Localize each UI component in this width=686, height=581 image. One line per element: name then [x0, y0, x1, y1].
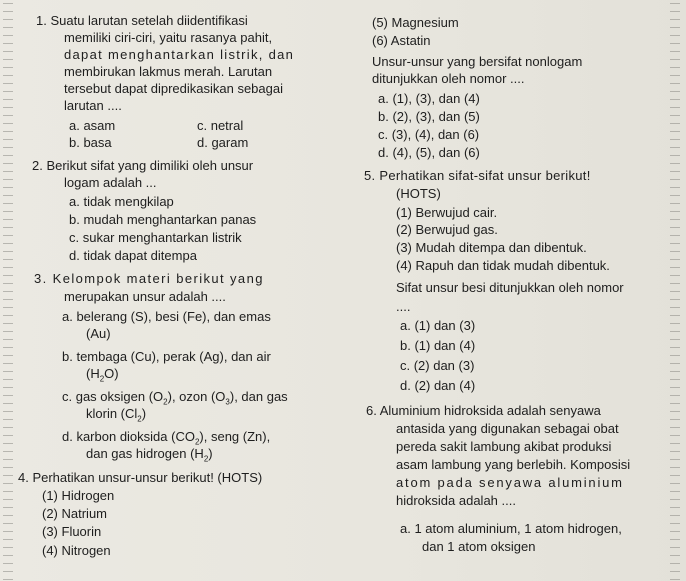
q6-option-a-line-1[interactable]: a. 1 atom aluminium, 1 atom hidrogen, [400, 521, 622, 536]
q1-stem-line-2: memiliki ciri-ciri, yaitu rasanya pahit, [64, 30, 273, 45]
q2-option-b[interactable]: b. mudah menghantarkan panas [69, 212, 257, 227]
q5-stem-line-1: 5. Perhatikan sifat-sifat unsur berikut! [364, 168, 591, 183]
q5-question-line-1: Sifat unsur besi ditunjukkan oleh nomor [396, 280, 624, 295]
q3-option-b-line-1[interactable]: b. tembaga (Cu), perak (Ag), dan air [62, 349, 271, 364]
q4-question-line-2: ditunjukkan oleh nomor .... [372, 71, 525, 86]
q4-item-5: (5) Magnesium [372, 15, 459, 30]
q2-option-a[interactable]: a. tidak mengkilap [69, 194, 174, 209]
q5-stem-line-2: (HOTS) [396, 186, 441, 201]
q6-stem-line-3: pereda sakit lambung akibat produksi [396, 439, 612, 454]
q3-stem-line-1: 3. Kelompok materi berikut yang [34, 271, 264, 286]
q1-stem-line-5: tersebut dapat dipredikasikan sebagai [64, 81, 283, 96]
q6-stem-line-5: atom pada senyawa aluminium [396, 475, 624, 490]
q3-option-a-line-2: (Au) [86, 326, 111, 341]
q2-option-c[interactable]: c. sukar menghantarkan listrik [69, 230, 242, 245]
q1-option-a[interactable]: a. asam [69, 118, 116, 133]
q4-stem: 4. Perhatikan unsur-unsur berikut! (HOTS) [18, 470, 263, 485]
q2-stem-line-2: logam adalah ... [64, 175, 157, 190]
q4-item-1: (1) Hidrogen [42, 488, 115, 503]
q5-question-line-2: .... [396, 299, 411, 314]
q3-option-c-line-2: klorin $(Cl_2)$ [86, 406, 147, 424]
q4-item-6: (6) Astatin [372, 33, 431, 48]
q1-option-d[interactable]: d. garam [197, 135, 249, 150]
q1-stem-line-4: membirukan lakmus merah. Larutan [64, 64, 273, 79]
q4-item-4: (4) Nitrogen [42, 543, 111, 558]
q1-stem-line-3: dapat menghantarkan listrik, dan [64, 47, 295, 62]
q3-option-b-line-2: $(H_2O)$ [86, 366, 119, 384]
q2-stem-line-1: 2. Berikut sifat yang dimiliki oleh unsur [32, 158, 254, 173]
q3-stem-line-2: merupakan unsur adalah .... [64, 289, 226, 304]
q1-stem-line-1: 1. Suatu larutan setelah diidentifikasi [36, 13, 248, 28]
q5-option-a[interactable]: a. (1) dan (3) [400, 318, 476, 333]
q2-option-d[interactable]: d. tidak dapat ditempa [69, 248, 197, 263]
q4-option-c[interactable]: c. (3), (4), dan (6) [378, 127, 480, 142]
q5-item-2: (2) Berwujud gas. [396, 222, 498, 237]
q4-option-d[interactable]: d. (4), (5), dan (6) [378, 145, 480, 160]
q6-stem-line-4: asam lambung yang berlebih. Komposisi [396, 457, 631, 472]
q6-stem-line-1: 6. Aluminium hidroksida adalah senyawa [366, 403, 601, 418]
q5-option-b[interactable]: b. (1) dan (4) [400, 338, 476, 353]
q3-option-d-line-1[interactable]: d. karbon dioksida $(CO_2)$, seng (Zn), [62, 429, 271, 447]
q4-option-b[interactable]: b. (2), (3), dan (5) [378, 109, 480, 124]
q6-option-a-line-2: dan 1 atom oksigen [422, 539, 536, 554]
q4-option-a[interactable]: a. (1), (3), dan (4) [378, 91, 480, 106]
q5-item-3: (3) Mudah ditempa dan dibentuk. [396, 240, 587, 255]
q1-option-b[interactable]: b. basa [69, 135, 112, 150]
q3-option-d-line-2: dan gas hidrogen $(H_2)$ [86, 446, 213, 464]
q6-stem-line-6: hidroksida adalah .... [396, 493, 516, 508]
q1-stem-line-6: larutan .... [64, 98, 122, 113]
q4-item-3: (3) Fluorin [42, 524, 102, 539]
q6-stem-line-2: antasida yang digunakan sebagai obat [396, 421, 619, 436]
q5-item-1: (1) Berwujud cair. [396, 205, 498, 220]
q4-item-2: (2) Natrium [42, 506, 108, 521]
right-binding-edge [670, 0, 680, 581]
q5-option-d[interactable]: d. (2) dan (4) [400, 378, 476, 393]
q1-option-c[interactable]: c. netral [197, 118, 244, 133]
q3-option-a-line-1[interactable]: a. belerang (S), besi (Fe), dan emas [62, 309, 271, 324]
q5-item-4: (4) Rapuh dan tidak mudah dibentuk. [396, 258, 610, 273]
left-binding-edge [3, 0, 13, 581]
q4-question-line-1: Unsur-unsur yang bersifat nonlogam [372, 54, 583, 69]
q5-option-c[interactable]: c. (2) dan (3) [400, 358, 475, 373]
q3-option-c-line-1[interactable]: c. gas oksigen $(O_2)$, ozon $(O_3)$, dan gas [62, 389, 288, 407]
